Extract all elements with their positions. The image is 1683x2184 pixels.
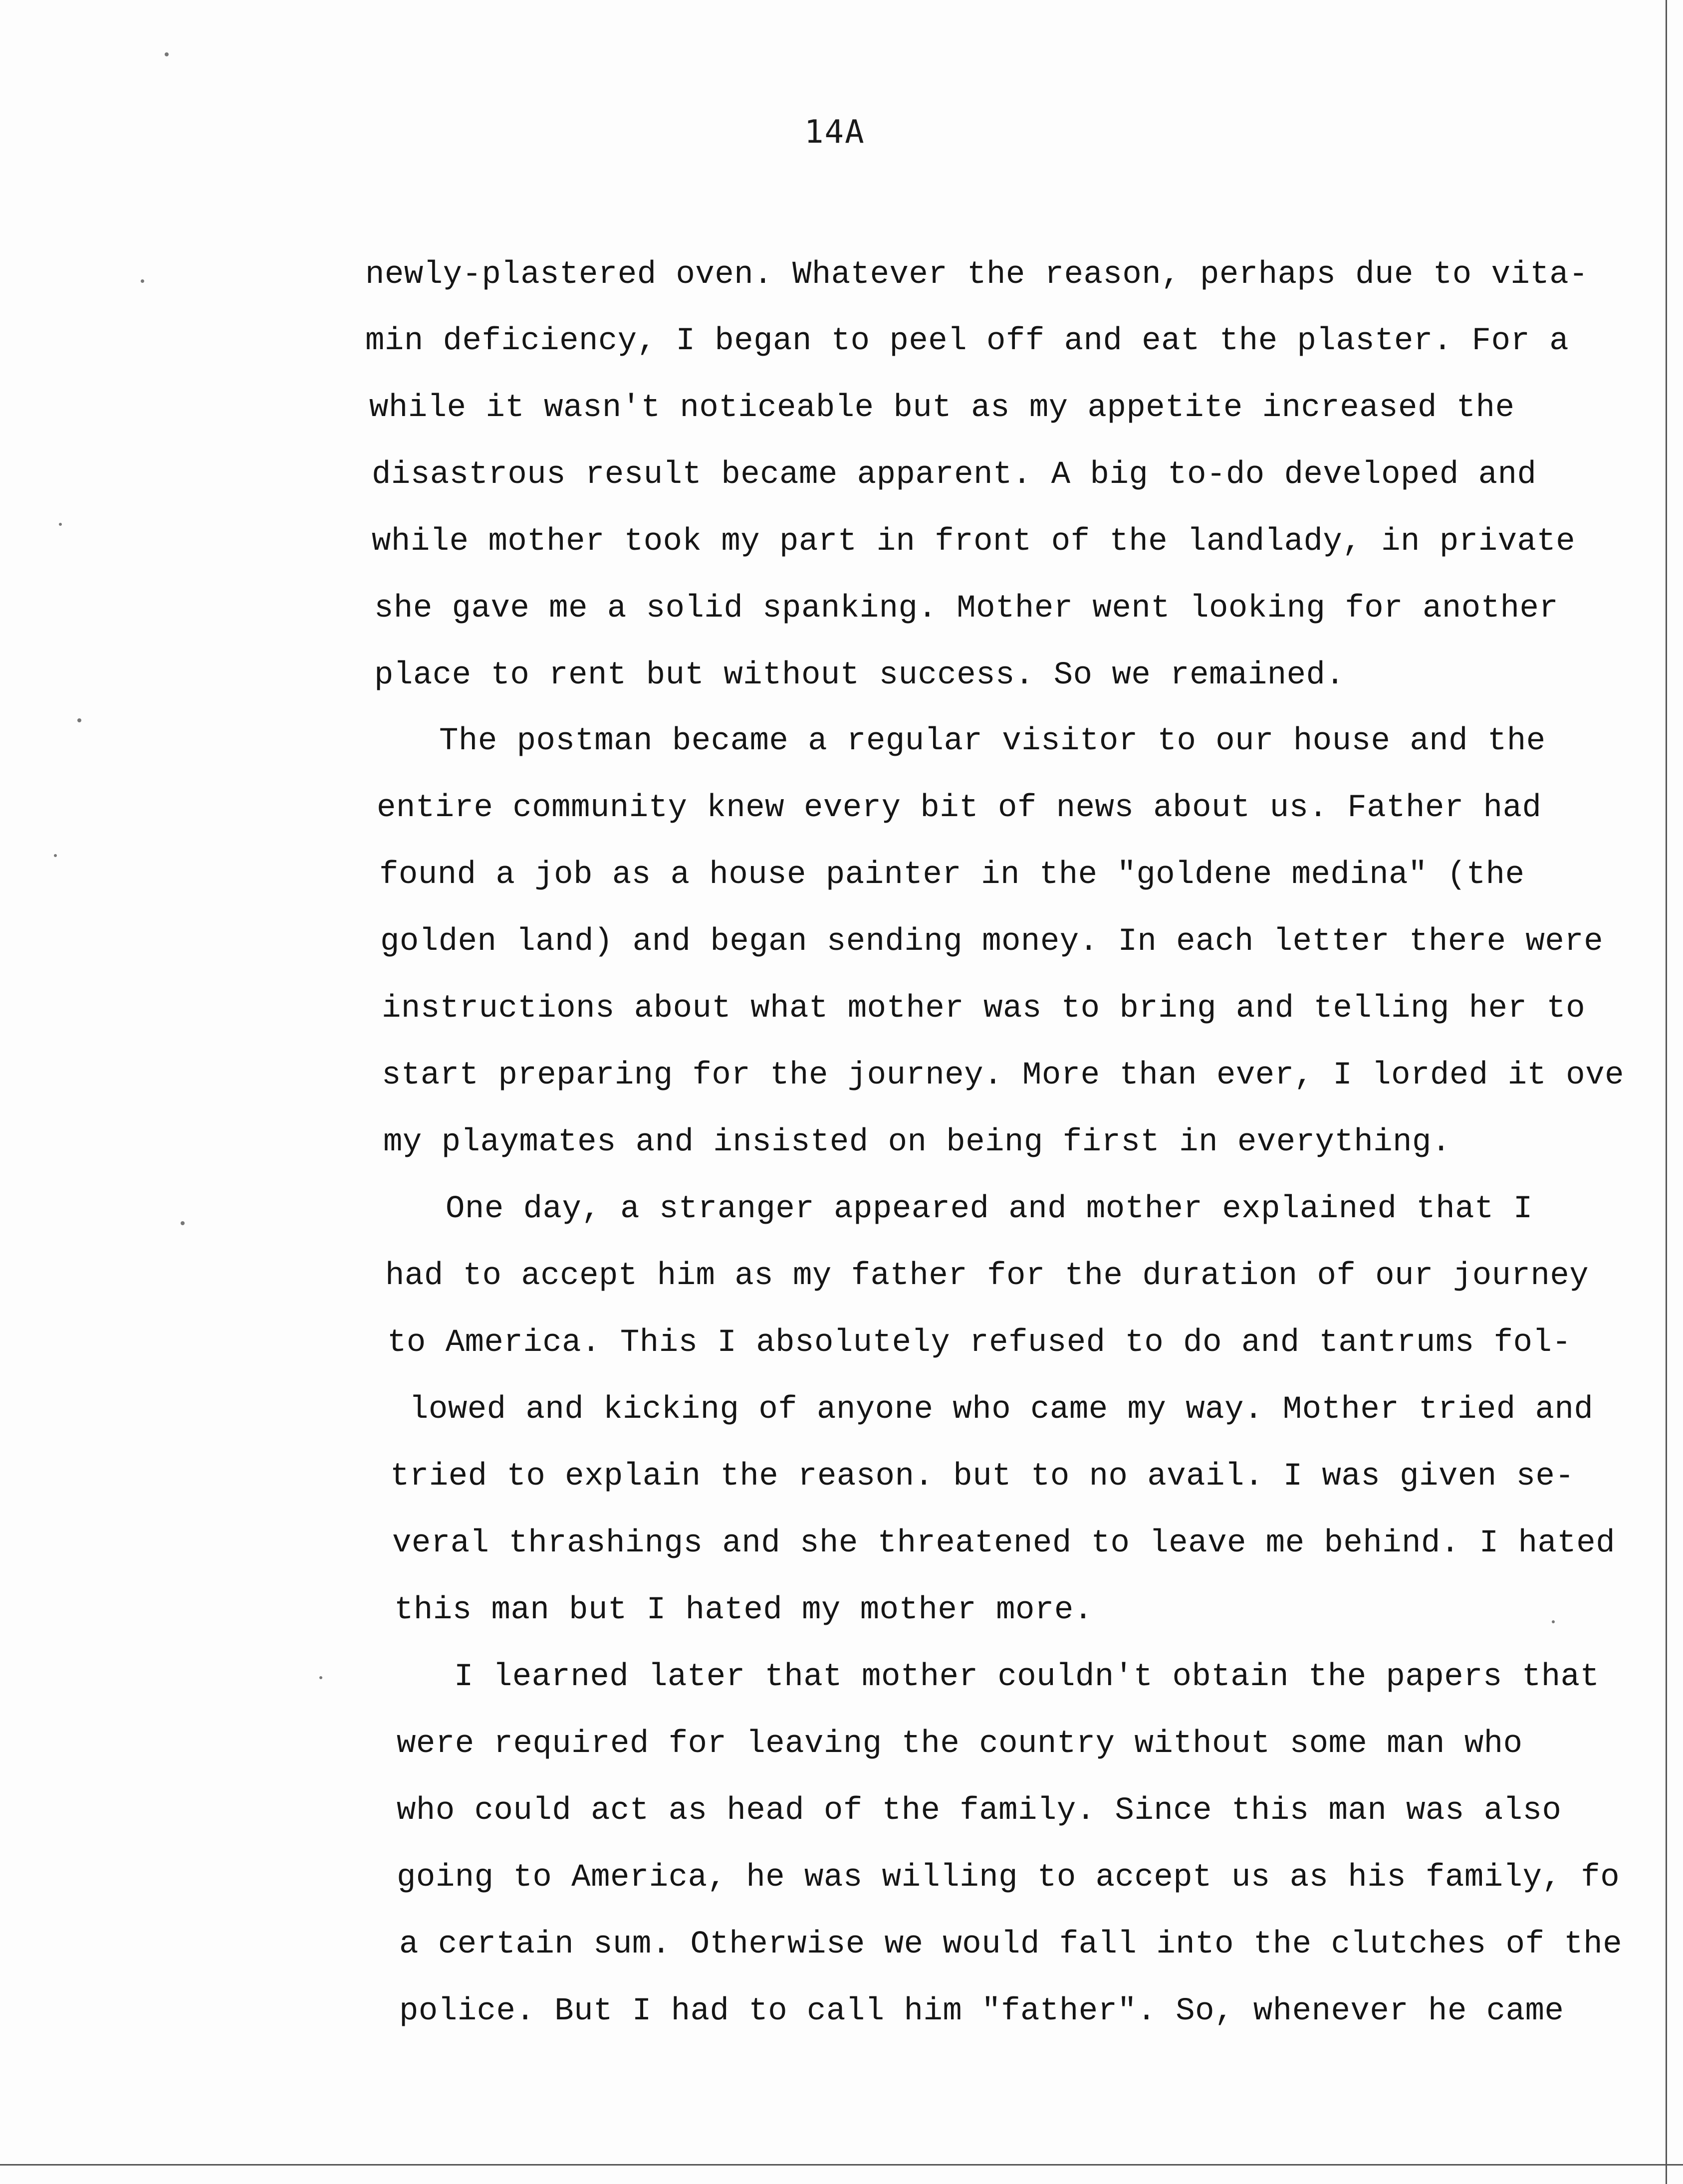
text-line: police. But I had to call him "father". So, whenever he came <box>399 1993 1564 2029</box>
text-line: place to rent but without success. So we remained. <box>374 657 1345 693</box>
text-line: going to America, he was willing to accept us as his family, fo <box>397 1860 1620 1896</box>
text-line: I learned later that mother couldn't obtain the papers that <box>454 1659 1600 1695</box>
scan-speck <box>1552 1620 1555 1623</box>
text-line: entire community knew every bit of news about us. Father had <box>377 790 1542 826</box>
page-edge-bottom <box>0 2164 1683 2166</box>
scan-speck <box>165 52 169 56</box>
text-line: she gave me a solid spanking. Mother went looking for another <box>374 591 1559 627</box>
scan-speck <box>141 279 144 283</box>
text-line: The postman became a regular visitor to our house and the <box>439 723 1546 759</box>
text-line: to America. This I absolutely refused to do and tantrums fol- <box>387 1325 1572 1361</box>
text-line: disastrous result became apparent. A big to-do developed and <box>372 457 1537 493</box>
text-line: were required for leaving the country without some man who <box>397 1726 1523 1762</box>
scan-speck <box>59 523 62 526</box>
text-line: a certain sum. Otherwise we would fall into the clutches of the <box>399 1927 1623 1963</box>
scan-speck <box>319 1676 322 1679</box>
scan-speck <box>181 1221 185 1225</box>
text-line: had to accept him as my father for the duration of our journey <box>385 1258 1589 1294</box>
scan-speck <box>54 854 57 857</box>
text-line: veral thrashings and she threatened to leave me behind. I hated <box>392 1526 1616 1561</box>
text-line: One day, a stranger appeared and mother explained that I <box>446 1191 1533 1227</box>
text-line: min deficiency, I began to peel off and eat the plaster. For a <box>365 323 1569 359</box>
text-line: who could act as head of the family. Since this man was also <box>397 1793 1562 1829</box>
text-line: my playmates and insisted on being first in everything. <box>383 1124 1451 1160</box>
text-line: this man but I hated my mother more. <box>394 1592 1093 1628</box>
text-line: while it wasn't noticeable but as my appetite increased the <box>369 390 1515 426</box>
text-line: while mother took my part in front of the landlady, in private <box>372 524 1576 560</box>
text-line: start preparing for the journey. More than ever, I lorded it ove <box>382 1058 1624 1093</box>
text-line: tried to explain the reason. but to no avail. I was given se- <box>390 1459 1575 1495</box>
text-line: golden land) and began sending money. In each letter there were <box>380 924 1604 960</box>
page-number: 14A <box>804 114 865 151</box>
text-line: instructions about what mother was to bring and telling her to <box>382 991 1586 1027</box>
text-line: newly-plastered oven. Whatever the reason, perhaps due to vita- <box>365 257 1589 293</box>
page-edge-right <box>1666 0 1667 2184</box>
text-line: found a job as a house painter in the "goldene medina" (the <box>379 857 1525 893</box>
text-line: lowed and kicking of anyone who came my way. Mother tried and <box>409 1392 1594 1428</box>
scan-speck <box>77 718 81 722</box>
